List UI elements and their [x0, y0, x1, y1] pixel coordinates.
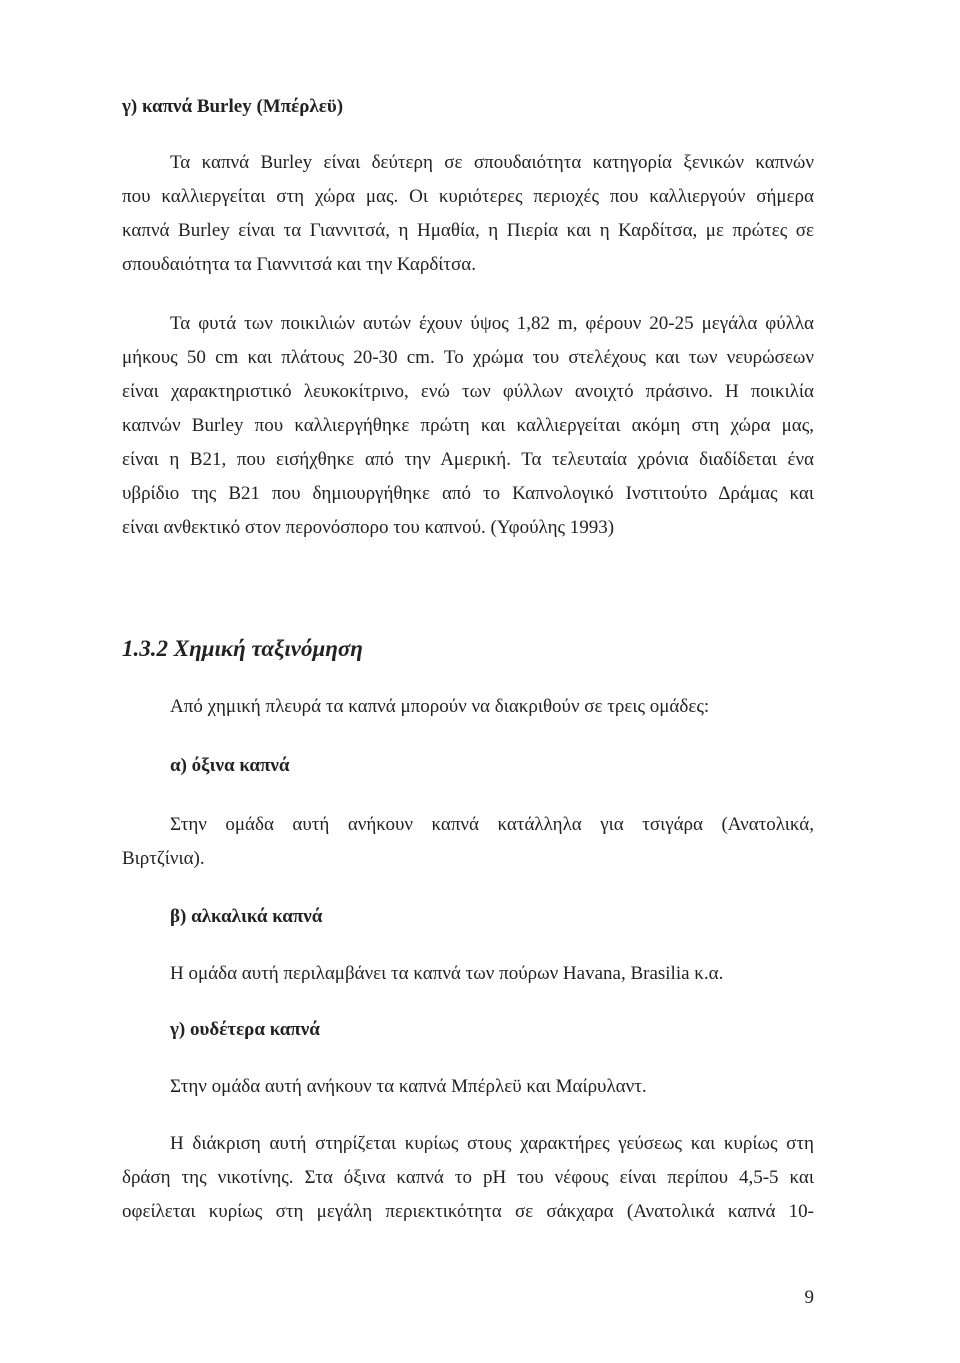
text-line: είναι ανθεκτικό στον περονόσπορο του καπνού. (Υφούλης 1993)	[122, 517, 615, 538]
paragraph-chemical-groups: Από χημική πλευρά τα καπνά μπορούν να διακριθούν σε τρεις ομάδες:	[170, 696, 710, 717]
heading-alkaline: β) αλκαλικά καπνά	[170, 906, 323, 927]
text-line: οφείλεται κυρίως στη μεγάλη περιεκτικότητα σε σάκχαρα (Ανατολικά καπνά 10-	[122, 1201, 814, 1222]
text-line: δράση της νικοτίνης. Στα όξινα καπνά το pH του νέφους είναι περίπου 4,5-5 και	[122, 1167, 814, 1188]
text-line: σπουδαιότητα τα Γιαννιτσά και την Καρδίτσα.	[122, 254, 477, 275]
paragraph-acidic	[122, 808, 814, 876]
text-line: Τα καπνά Burley είναι δεύτερη σε σπουδαιότητα κατηγορία ξενικών καπνών	[170, 152, 814, 173]
text-line: είναι η B21, που εισήχθηκε από την Αμερική. Τα τελευταία χρόνια διαδίδεται ένα	[122, 449, 814, 470]
paragraph-alkaline: Η ομάδα αυτή περιλαμβάνει τα καπνά των πούρων Havana, Brasilia κ.α.	[170, 963, 724, 984]
text-line: Στην ομάδα αυτή ανήκουν καπνά κατάλληλα για τσιγάρα (Ανατολικά,	[170, 814, 814, 835]
paragraph-plant-description	[122, 307, 814, 545]
text-line: που καλλιεργείται στη χώρα μας. Οι κυριότερες περιοχές που καλλιεργούν σήμερα	[122, 186, 814, 207]
text-line: υβρίδιο της B21 που δημιουργήθηκε από το Καπνολογικό Ινστιτούτο Δράμας και	[122, 483, 814, 504]
heading-burley: γ) καπνά Burley (Μπέρλεϋ)	[122, 96, 344, 117]
paragraph-neutral: Στην ομάδα αυτή ανήκουν τα καπνά Μπέρλεϋ και Μαίρυλαντ.	[170, 1076, 647, 1097]
heading-neutral: γ) ουδέτερα καπνά	[170, 1019, 320, 1040]
text-line: Βιρτζίνια).	[122, 848, 205, 869]
text-line: Η διάκριση αυτή στηρίζεται κυρίως στους χαρακτήρες γεύσεως και κυρίως στη	[170, 1133, 814, 1154]
text-line: καπνών Burley που καλλιεργήθηκε πρώτη και καλλιεργείται ακόμη στη χώρα μας,	[122, 415, 814, 436]
text-line: Τα φυτά των ποικιλιών αυτών έχουν ύψος 1,82 m, φέρουν 20-25 μεγάλα φύλλα	[170, 313, 814, 334]
text-line: μήκους 50 cm και πλάτους 20-30 cm. Το χρώμα του στελέχους και των νευρώσεων	[122, 347, 814, 368]
page-number: 9	[804, 1287, 814, 1308]
heading-acidic: α) όξινα καπνά	[170, 755, 290, 776]
section-title: 1.3.2 Χημική ταξινόμηση	[122, 636, 363, 661]
text-line: καπνά Burley είναι τα Γιαννιτσά, η Ημαθία, η Πιερία και η Καρδίτσα, με πρώτες σε	[122, 220, 814, 241]
paragraph-distinction	[122, 1127, 814, 1229]
paragraph-burley-intro	[122, 146, 814, 282]
text-line: είναι χαρακτηριστικό λευκοκίτρινο, ενώ των φύλλων ανοιχτό πράσινο. Η ποικιλία	[122, 381, 814, 402]
